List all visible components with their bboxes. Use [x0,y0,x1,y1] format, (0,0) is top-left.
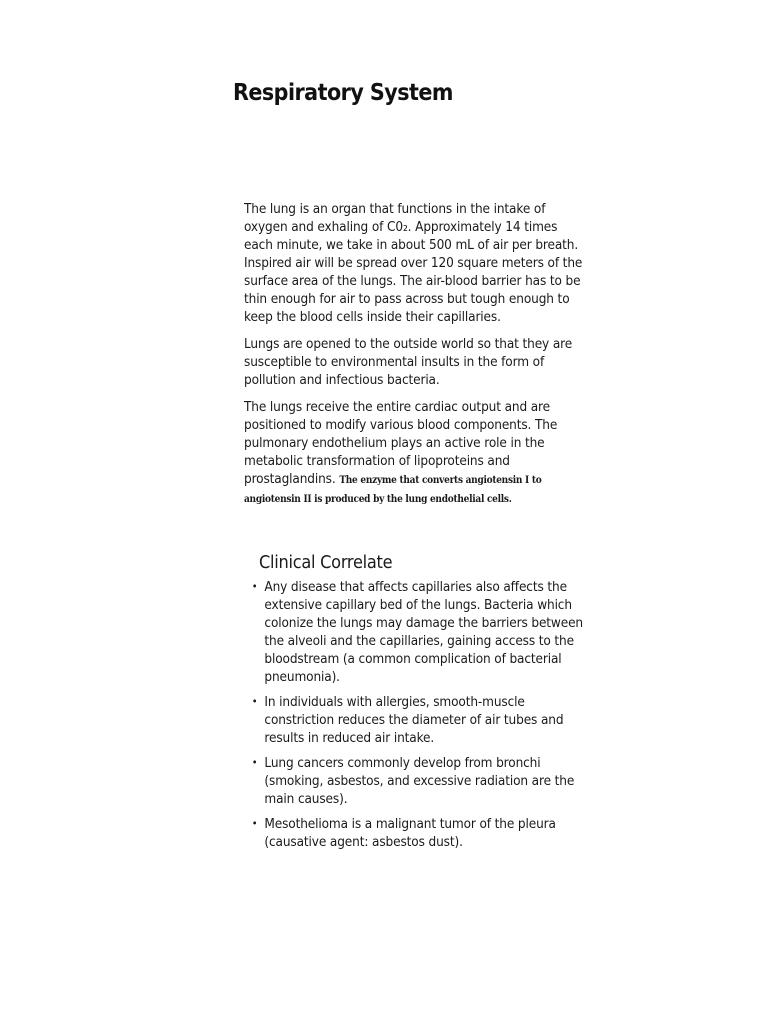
intro-section [244,200,586,517]
list-item-text: Lung cancers commonly develop from bronchi (smoking, asbestos, and excessive radiation are the main causes). [264,755,575,807]
intro-paragraph-3-text: The lungs receive the entire cardiac output and are positioned to modify various blood components. The pulmonary endothelium plays an active role in the metabolic transformation of lipoproteins and prostaglandins. [244,399,558,487]
list-item-text: Any disease that affects capillaries also affects the extensive capillary bed of the lungs. Bacteria which colonize the lungs may damage the barriers between the alveoli and the capillaries, gaining access to the bloodstream (a common complication of bacterial pneumonia). [264,579,583,685]
bullet-icon: • [251,817,258,830]
bullet-icon: • [251,756,258,769]
page-title: Respiratory System [233,80,453,106]
list-item [250,754,590,808]
list-item [250,693,590,747]
list-item-text: In individuals with allergies, smooth-muscle constriction reduces the diameter of air tubes and results in reduced air intake. [264,694,564,746]
angiotensin-note: The enzyme that converts angiotensin I to angiotensin II is produced by the lung endothelial cells. [244,475,542,505]
bullet-icon: • [251,695,258,708]
bullet-icon: • [251,580,258,593]
list-item [250,815,590,851]
clinical-correlate-list [250,578,590,851]
clinical-correlate-heading: Clinical Correlate [259,552,393,573]
intro-paragraph-1: The lung is an organ that functions in the intake of oxygen and exhaling of C0₂. Approximately 14 times each minute, we take in about 500 mL of air per breath. Inspired air will be spread over 120 square meters of the surface area of the lungs. The air-blood barrier has to be thin enough for air to pass across but tough enough to keep the blood cells inside their capillaries. [244,201,583,325]
list-item [250,578,590,686]
clinical-correlate-section [250,552,590,858]
intro-paragraph-3 [244,398,586,508]
list-item-text: Mesothelioma is a malignant tumor of the pleura (causative agent: asbestos dust). [264,816,556,850]
intro-paragraph-2: Lungs are opened to the outside world so that they are susceptible to environmental insults in the form of pollution and infectious bacteria. [244,336,573,388]
